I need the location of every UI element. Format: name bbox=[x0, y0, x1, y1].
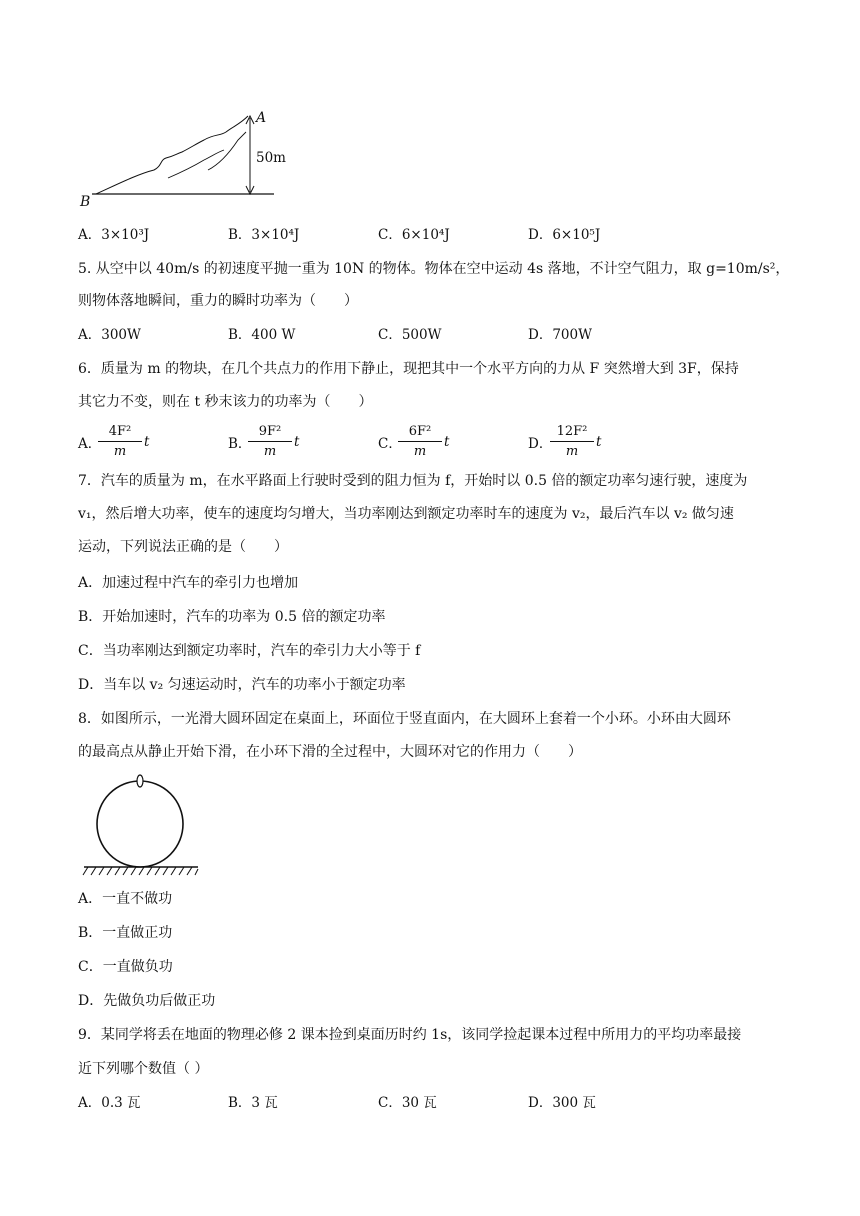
q6-option-b-t: t bbox=[294, 434, 300, 450]
q7-option-a: A．加速过程中汽车的牵引力也增加 bbox=[78, 575, 299, 591]
q4-option-a: A．3×10³J bbox=[78, 227, 150, 243]
q7-line-2: v₁，然后增大功率，使车的速度均匀增大，当功率刚达到额定功率时车的速度为 v₂，最后汽车以 v₂ 做匀速 bbox=[78, 506, 734, 522]
q9-option-d: D．300 瓦 bbox=[528, 1095, 596, 1111]
hill-outline bbox=[96, 116, 248, 194]
q8-option-a: A．一直不做功 bbox=[78, 891, 173, 907]
q8-line-1: 8．如图所示，一光滑大圆环固定在桌面上，环面位于竖直面内，在大圆环上套着一个小环。小环由大圆环 bbox=[78, 711, 731, 727]
q6-line-1: 6．质量为 m 的物块，在几个共点力的作用下静止，现把其中一个水平方向的力从 F 突然增大到 3F，保持 bbox=[78, 361, 739, 377]
q6-option-a-denominator: m bbox=[113, 444, 127, 459]
q9-line-1: 9．某同学将丢在地面的物理必修 2 课本捡到桌面历时约 1s，该同学捡起课本过程中所用力的平均功率最接 bbox=[78, 1027, 742, 1043]
q6-option-d-letter: D． bbox=[528, 436, 553, 452]
q5-option-b: B．400 W bbox=[228, 327, 296, 343]
q6-option-b-denominator: m bbox=[263, 444, 277, 459]
small-ring bbox=[137, 775, 143, 787]
q6-option-c-numerator: 6F² bbox=[398, 424, 442, 442]
q5-line-2: 则物体落地瞬间，重力的瞬时功率为（ ） bbox=[78, 293, 358, 309]
q6-option-d-t: t bbox=[596, 434, 602, 450]
q6-option-c-letter: C． bbox=[378, 436, 402, 452]
q4-option-b: B．3×10⁴J bbox=[228, 227, 300, 243]
q6-option-a-letter: A． bbox=[78, 436, 102, 452]
q5-option-c: C．500W bbox=[378, 327, 442, 343]
q6-option-d-numerator: 12F² bbox=[550, 424, 594, 442]
point-b-label: B bbox=[80, 194, 91, 210]
q4-option-c: C．6×10⁴J bbox=[378, 227, 450, 243]
q7-option-c: C．当功率刚达到额定功率时，汽车的牵引力大小等于 f bbox=[78, 643, 421, 659]
q6-option-c-t: t bbox=[444, 434, 450, 450]
q6-line-2: 其它力不变，则在 t 秒末该力的功率为（ ） bbox=[78, 394, 373, 410]
table-hatching bbox=[83, 867, 198, 875]
point-a-label: A bbox=[256, 110, 267, 126]
q5-line-1: 5. 从空中以 40m/s 的初速度平抛一重为 10N 的物体。物体在空中运动 4s 落地，不计空气阻力，取 g=10m/s²， bbox=[78, 261, 790, 277]
q9-option-a: A．0.3 瓦 bbox=[78, 1095, 141, 1111]
q6-option-a-t: t bbox=[144, 434, 150, 450]
q8-option-b: B．一直做正功 bbox=[78, 925, 173, 941]
q9-option-c: C．30 瓦 bbox=[378, 1095, 437, 1111]
q8-option-c: C．一直做负功 bbox=[78, 959, 173, 975]
q5-option-d: D．700W bbox=[528, 327, 592, 343]
q6-option-b-letter: B． bbox=[228, 436, 252, 452]
q7-option-d: D．当车以 v₂ 匀速运动时，汽车的功率小于额定功率 bbox=[78, 677, 406, 693]
q6-option-d-denominator: m bbox=[565, 444, 579, 459]
q7-line-1: 7．汽车的质量为 m，在水平路面上行驶时受到的阻力恒为 f，开始时以 0.5 倍的额定功率匀速行驶，速度为 bbox=[78, 473, 748, 489]
q6-option-a-numerator: 4F² bbox=[98, 424, 142, 442]
q9-option-b: B．3 瓦 bbox=[228, 1095, 278, 1111]
height-label: 50m bbox=[256, 150, 286, 166]
q4-option-d: D．6×10⁵J bbox=[528, 227, 601, 243]
q7-line-3: 运动，下列说法正确的是（ ） bbox=[78, 539, 288, 555]
q6-option-b-numerator: 9F² bbox=[248, 424, 292, 442]
q7-option-b: B．开始加速时，汽车的功率为 0.5 倍的额定功率 bbox=[78, 609, 386, 625]
q6-option-a-fraction bbox=[98, 424, 142, 459]
q8-line-2: 的最高点从静止开始下滑，在小环下滑的全过程中，大圆环对它的作用力（ ） bbox=[78, 744, 582, 760]
q8-option-d: D．先做负功后做正功 bbox=[78, 993, 216, 1009]
large-ring bbox=[97, 781, 183, 867]
q9-line-2: 近下列哪个数值（ ） bbox=[78, 1061, 209, 1077]
ring-figure bbox=[80, 772, 204, 880]
q6-option-c-denominator: m bbox=[413, 444, 427, 459]
q5-option-a: A．300W bbox=[78, 327, 141, 343]
q6-option-c-fraction bbox=[398, 424, 442, 459]
q6-option-d-fraction bbox=[550, 424, 594, 459]
hill-contour-2 bbox=[208, 132, 246, 170]
q6-option-b-fraction bbox=[248, 424, 292, 459]
